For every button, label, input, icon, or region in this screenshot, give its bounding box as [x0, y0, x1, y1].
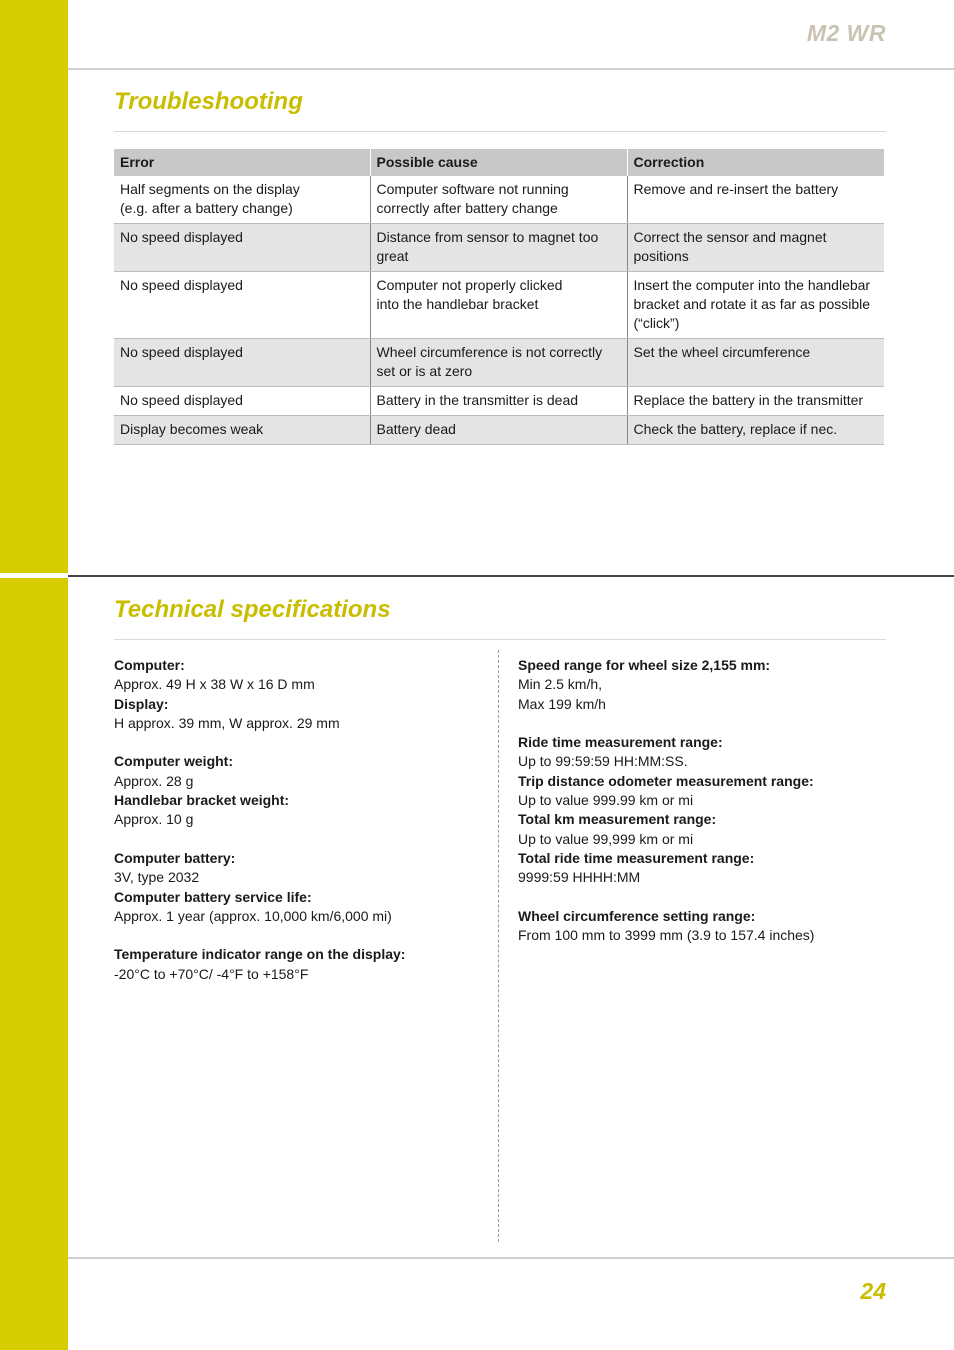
- correction-cell: [627, 224, 884, 272]
- spec-label: Total km measurement range:: [518, 811, 717, 828]
- cell-line: Distance from sensor to magnet too great: [376, 229, 599, 264]
- spec-label: Wheel circumference setting range:: [518, 907, 756, 924]
- cause-cell: [370, 176, 627, 224]
- correction-cell: [627, 176, 884, 224]
- spec-column-divider: [498, 650, 499, 1242]
- technical-specifications-title: Technical specifications: [114, 596, 391, 623]
- cause-cell: [370, 224, 627, 272]
- spec-value: Up to value 999.99 km or mi: [518, 792, 694, 809]
- spec-column-left: [114, 656, 484, 1003]
- cell-line: Remove and re-insert the battery: [633, 181, 839, 197]
- cause-cell: [370, 416, 627, 445]
- table-row: [114, 224, 884, 272]
- cell-line: Battery in the transmitter is dead: [376, 392, 579, 408]
- cause-cell: [370, 387, 627, 416]
- cell-line: into the handlebar bracket: [376, 296, 539, 312]
- correction-cell: [627, 272, 884, 339]
- spec-label: Computer battery service life:: [114, 888, 312, 905]
- cell-line: Battery dead: [376, 421, 456, 437]
- spec-label: Computer weight:: [114, 753, 233, 770]
- cell-line: No speed displayed: [120, 277, 243, 293]
- table-row: [114, 272, 884, 339]
- correction-cell: [627, 339, 884, 387]
- column-header-error: Error: [114, 149, 370, 176]
- spec-group: [518, 733, 886, 887]
- side-color-bar: [0, 0, 68, 1350]
- spec-value: Approx. 1 year (approx. 10,000 km/6,000 mi): [114, 907, 392, 924]
- spec-label: Speed range for wheel size 2,155 mm:: [518, 657, 771, 673]
- table-row: [114, 416, 884, 445]
- cell-line: Computer not properly clicked: [376, 277, 563, 293]
- cell-line: No speed displayed: [120, 344, 243, 360]
- spec-label: Computer battery:: [114, 849, 236, 866]
- spec-value: Min 2.5 km/h,: [518, 676, 603, 693]
- cell-line: (e.g. after a battery change): [120, 200, 293, 216]
- spec-label: Total ride time measurement range:: [518, 849, 755, 866]
- spec-value: Up to 99:59:59 HH:MM:SS.: [518, 753, 688, 770]
- spec-value: Approx. 10 g: [114, 811, 194, 828]
- side-bar-gap: [0, 573, 68, 578]
- model-name: M2 WR: [806, 20, 886, 46]
- spec-column-right: [518, 656, 886, 965]
- table-row: [114, 387, 884, 416]
- spec-value: Approx. 28 g: [114, 772, 194, 789]
- spec-value: Max 199 km/h: [518, 695, 606, 712]
- cell-line: Set the wheel circumference: [633, 344, 811, 360]
- spec-label: Ride time measurement range:: [518, 734, 723, 751]
- spec-group: [114, 656, 484, 733]
- specs-title-rule: [114, 639, 886, 640]
- spec-label: Trip distance odometer measurement range:: [518, 772, 814, 789]
- cell-line: correctly after battery change: [376, 200, 558, 216]
- cell-line: Check the battery, replace if nec.: [633, 421, 838, 437]
- spec-value: From 100 mm to 3999 mm (3.9 to 157.4 inches): [518, 927, 815, 944]
- cell-line: Wheel circumference is not correctly set or is at zero: [376, 344, 603, 379]
- page-number: 24: [860, 1278, 886, 1304]
- section-divider: [68, 575, 954, 577]
- spec-group: [518, 656, 886, 714]
- spec-group: [114, 752, 484, 829]
- spec-value: Up to value 99,999 km or mi: [518, 830, 694, 847]
- footer-rule: [68, 1257, 954, 1259]
- spec-value: 9999:59 HHHH:MM: [518, 869, 641, 886]
- spec-value: H approx. 39 mm, W approx. 29 mm: [114, 714, 340, 731]
- spec-label: Temperature indicator range on the display:: [114, 946, 406, 963]
- troubleshooting-title: Troubleshooting: [114, 88, 303, 115]
- spec-group: [114, 849, 484, 926]
- error-cell: [114, 272, 370, 339]
- correction-cell: [627, 416, 884, 445]
- error-cell: [114, 176, 370, 224]
- correction-cell: [627, 387, 884, 416]
- spec-group: [114, 945, 484, 984]
- cell-line: Display becomes weak: [120, 421, 264, 437]
- troubleshooting-title-rule: [114, 131, 886, 132]
- table-row: [114, 339, 884, 387]
- table-header-row: [114, 149, 884, 176]
- header-rule: [68, 68, 954, 70]
- spec-label: Display:: [114, 695, 169, 712]
- spec-label: Computer:: [114, 657, 185, 673]
- table-row: [114, 176, 884, 224]
- cell-line: Replace the battery in the transmitter: [633, 392, 864, 408]
- error-cell: [114, 224, 370, 272]
- column-header-cause: Possible cause: [370, 149, 627, 176]
- spec-value: Approx. 49 H x 38 W x 16 D mm: [114, 676, 315, 693]
- spec-value: -20°C to +70°C/ -4°F to +158°F: [114, 965, 309, 982]
- cell-line: Computer software not running: [376, 181, 569, 197]
- cell-line: Correct the sensor and magnet positions: [633, 229, 827, 264]
- spec-value: 3V, type 2032: [114, 869, 200, 886]
- cause-cell: [370, 272, 627, 339]
- error-cell: [114, 387, 370, 416]
- cell-line: Insert the computer into the handlebar bracket and rotate it as far as possible (“click”): [633, 277, 871, 331]
- cell-line: Half segments on the display: [120, 181, 300, 197]
- error-cell: [114, 416, 370, 445]
- cause-cell: [370, 339, 627, 387]
- column-header-correction: Correction: [627, 149, 884, 176]
- spec-group: [518, 907, 886, 946]
- spec-label: Handlebar bracket weight:: [114, 792, 290, 809]
- cell-line: No speed displayed: [120, 392, 243, 408]
- error-cell: [114, 339, 370, 387]
- troubleshooting-table: [114, 149, 884, 445]
- cell-line: No speed displayed: [120, 229, 243, 245]
